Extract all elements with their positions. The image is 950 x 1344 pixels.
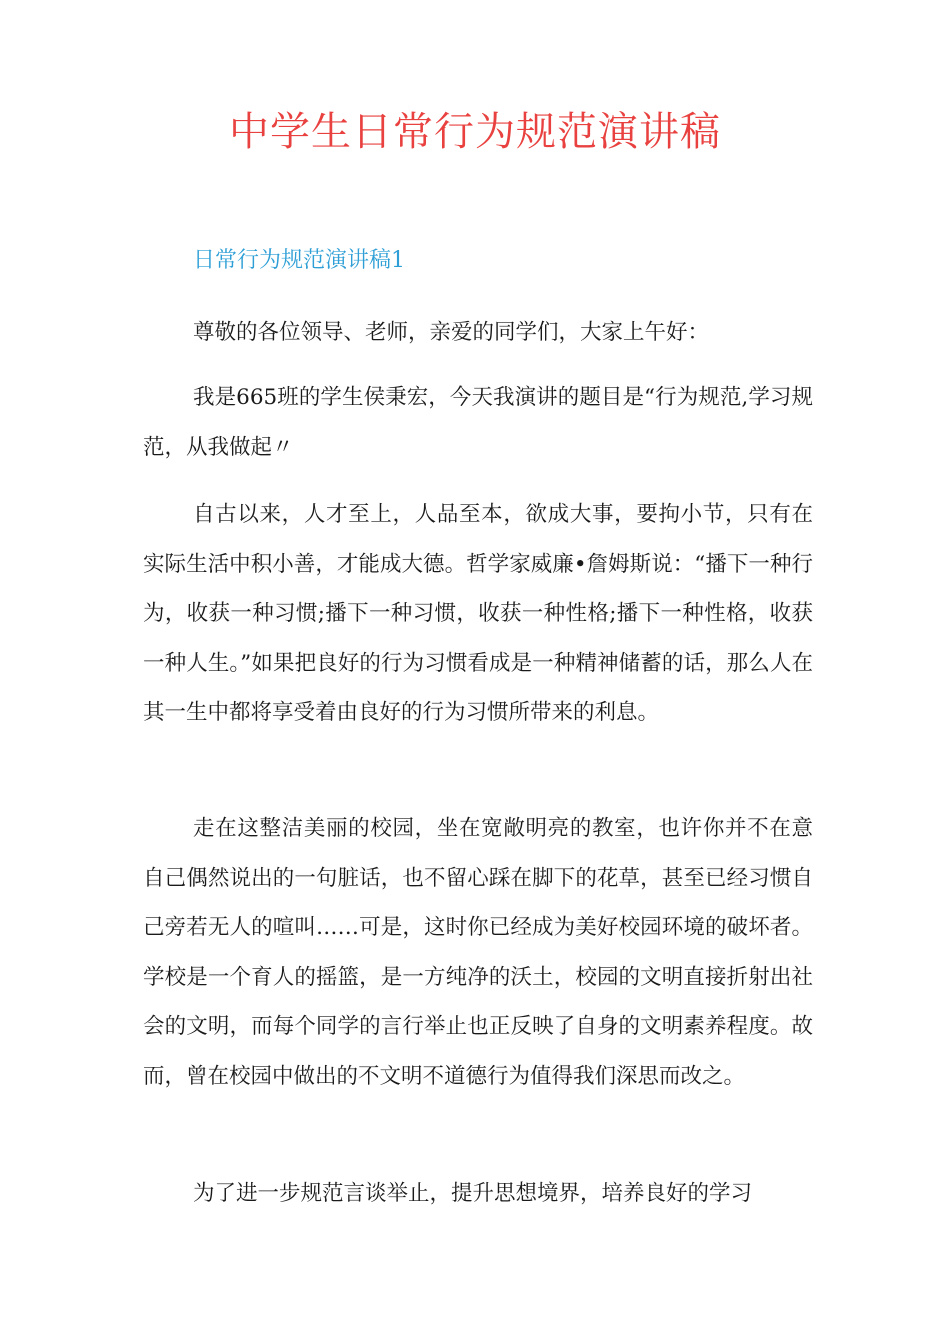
paragraph-introduction: 我是665班的学生侯秉宏，今天我演讲的题目是“行为规范,学习规范，从我做起〃	[143, 385, 813, 460]
document-title: 中学生日常行为规范演讲稿	[229, 109, 721, 155]
paragraph-campus: 走在这整洁美丽的校园，坐在宽敞明亮的教室，也许你并不在意自己偶然说出的一句脏话，也不留心踩在脚下的花草，甚至已经习惯自己旁若无人的喧叫……可是，这时你已经成为美好校园环境的破坏者。学校是一个育人的摇篮，是一方纯净的沃土，校园的文明直接折射出社会的文明，而每个同学的言行举止也正反映了自身的文明素养程度。故而，曾在校园中做出的不文明不道德行为值得我们深思而改之。	[143, 816, 813, 1089]
paragraph-conclusion-start: 为了进一步规范言谈举止，提升思想境界，培养良好的学习	[193, 1181, 753, 1206]
paragraph-quote: 自古以来，人才至上，人品至本，欲成大事，要拘小节，只有在实际生活中积小善，才能成大德。哲学家威廉•詹姆斯说：“播下一种行为，收获一种习惯;播下一种习惯，收获一种性格;播下一种性格，收获一种人生。”如果把良好的行为习惯看成是一种精神储蓄的话，那么人在其一生中都将享受着由良好的行为习惯所带来的利息。	[143, 502, 813, 726]
section-heading: 日常行为规范演讲稿1	[193, 248, 405, 273]
paragraph-greeting: 尊敬的各位领导、老师，亲爱的同学们，大家上午好：	[193, 320, 710, 345]
